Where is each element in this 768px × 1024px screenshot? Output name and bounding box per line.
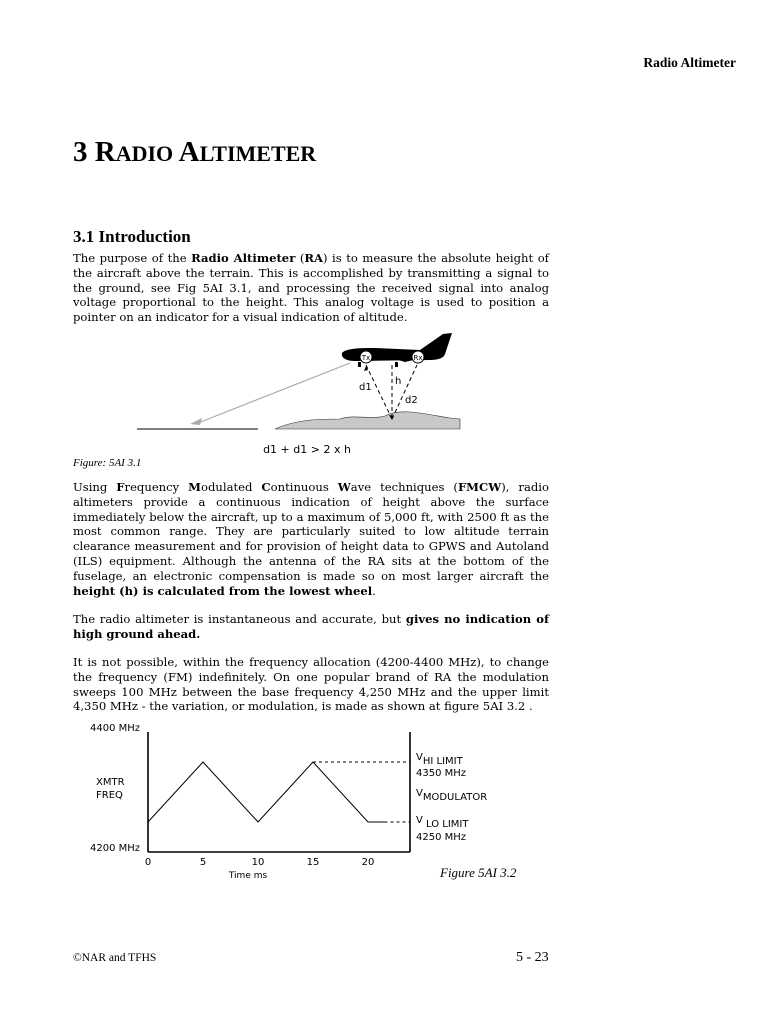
y-axis-label-2: FREQ <box>96 790 123 801</box>
v-hi-label: VHI LIMIT <box>416 752 463 767</box>
y-axis-label-1: XMTR <box>96 777 125 788</box>
section-title: 3.1 Introduction <box>73 227 191 246</box>
page-number: 5 - 23 <box>516 950 549 965</box>
grey-arrow-shaft <box>198 363 350 423</box>
d2-label: d2 <box>405 395 418 406</box>
rx-label: Rx <box>413 354 423 362</box>
receive-path <box>392 365 417 419</box>
modulation-signal <box>148 762 385 822</box>
d1-label: d1 <box>359 382 372 393</box>
x-tick-label: 0 <box>144 857 152 868</box>
intro-paragraph: The purpose of the Radio Altimeter (RA) is to measure the absolute height of the aircraft above the terrain. This is accomplished by transmitting a signal to the ground, see Fig 5AI 3.1, and processing the received signal into analog voltage proportional to the height. This analog voltage is used to position a pointer on an indicator for a visual indication of altitude. <box>73 251 549 325</box>
figure-altimeter-geometry <box>100 328 520 460</box>
modulation-paragraph: It is not possible, within the frequency allocation (4200-4400 MHz), to change the frequency (FM) indefinitely. On one popular brand of RA the modulation sweeps 100 MHz between the base frequency 4,250 MHz and the upper limit 4,350 MHz - the variation, or modulation, is made as shown at figure 5AI 3.2 . <box>73 655 549 714</box>
x-ticks <box>145 857 375 868</box>
v-modulator-label: VMODULATOR <box>416 788 488 803</box>
accuracy-paragraph: The radio altimeter is instantaneous and accurate, but gives no indication of high ground ahead. <box>73 612 549 641</box>
chapter-number: 3 <box>73 136 95 168</box>
figure1-caption: Figure: 5AI 3.1 <box>73 457 142 469</box>
figure2-caption: Figure 5AI 3.2 <box>440 865 517 880</box>
distance-formula: d1 + d1 > 2 x h <box>263 443 351 456</box>
terrain-shape <box>275 412 460 429</box>
aircraft-icon <box>342 333 452 367</box>
fmcw-paragraph: Using Frequency Modulated Continuous Wave techniques (FMCW), radio altimeters provide a continuous indication of height above the surface immediately below the aircraft, up to a maximum of 5,000 ft, with 2500 ft as the most common range. They are particularly suited to low altitude terrain clearance measurement and for provision of height data to GPWS and Autoland (ILS) equipment. Although the antenna of the RA sits at the bottom of the fuselage, an electronic compensation is made so on most larger aircraft the height (h) is calculated from the lowest wheel. <box>73 480 549 598</box>
grey-arrowhead <box>190 418 202 425</box>
x-tick-label: 15 <box>306 857 320 868</box>
tx-label: Tx <box>361 354 371 362</box>
h-label: h <box>395 376 402 387</box>
modulation-chart <box>70 715 500 885</box>
x-axis-label: Time ms <box>228 871 268 881</box>
footer-copyright: ©NAR and TFHS <box>73 952 157 964</box>
v-lo-label: V LO LIMIT <box>416 815 469 830</box>
running-header: Radio Altimeter <box>643 55 736 70</box>
y-bottom-label: 4200 MHz <box>90 843 141 854</box>
v-lo-value: 4250 MHz <box>416 832 467 843</box>
x-tick-label: 10 <box>251 857 265 868</box>
chapter-title: 3 RADIO ALTIMETER <box>73 136 317 168</box>
v-hi-value: 4350 MHz <box>416 768 467 779</box>
x-tick-label: 5 <box>199 857 207 868</box>
y-top-label: 4400 MHz <box>90 723 141 734</box>
x-tick-label: 20 <box>361 857 375 868</box>
